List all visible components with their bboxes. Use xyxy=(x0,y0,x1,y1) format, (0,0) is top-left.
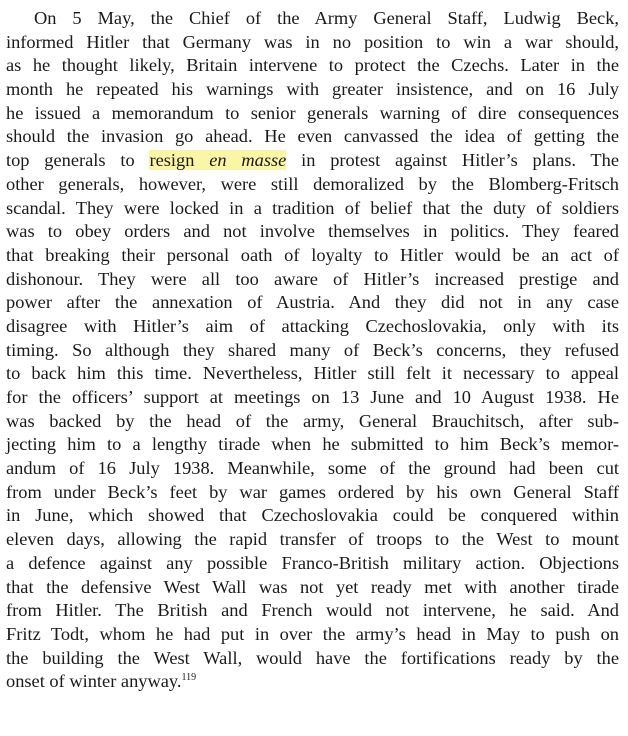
text-line-27: Fritz Todt, whom he had put in over the army’s head in May to push on xyxy=(6,623,619,644)
text-line-14: disagree with Hitler’s aim of attacking Czechoslovakia, only with its xyxy=(6,315,619,336)
text-line-8: other generals, however, were still demoralized by the Blomberg-Fritsch xyxy=(6,173,619,194)
document-page xyxy=(6,7,619,694)
text-line-5: he issued a memorandum to senior generals warning of dire consequences xyxy=(6,102,619,123)
text-line-12: dishonour. They were all too aware of Hitler’s increased prestige and xyxy=(6,268,619,289)
text-line-25: that the defensive West Wall was not yet ready met with another tirade xyxy=(6,576,619,597)
text-line-15: timing. So although they shared many of Beck’s concerns, they refused xyxy=(6,339,619,360)
text-line-29-text: onset of winter anyway. xyxy=(6,671,182,692)
text-line-9: scandal. They were locked in a tradition of belief that the duty of soldiers xyxy=(6,197,619,218)
text-line-13: power after the annexation of Austria. And they did not in any case xyxy=(6,292,619,313)
text-line-3: as he thought likely, Britain intervene to protect the Czechs. Later in the xyxy=(6,55,619,76)
text-line-2: informed Hitler that Germany was in no position to win a war should, xyxy=(6,31,619,52)
text-line-7-prefix: top generals to xyxy=(6,150,135,171)
text-line-21: from under Beck’s feet by war games ordered by his own General Staff xyxy=(6,481,619,502)
highlighted-word-resign: resign xyxy=(149,150,195,171)
text-line-7 xyxy=(6,149,619,173)
text-line-24: a defence against any possible Franco-British military action. Objections xyxy=(6,552,619,573)
text-line-7-rest: in protest against Hitler’s plans. The xyxy=(301,150,620,171)
text-line-26: from Hitler. The British and French would not intervene, he said. And xyxy=(6,600,619,621)
footnote-marker[interactable]: 119 xyxy=(181,672,197,684)
highlighted-italic-en-masse: en masse xyxy=(209,150,287,171)
body-paragraph xyxy=(6,7,619,694)
text-line-11: that breaking their personal oath of loyalty to Hitler would be an act of xyxy=(6,244,619,265)
text-line-20: andum of 16 July 1938. Meanwhile, some of the ground had been cut xyxy=(6,458,619,479)
text-line-10: was to obey orders and not involve themselves in politics. They feared xyxy=(6,221,619,242)
text-line-17: for the officers’ support at meetings on 13 June and 10 August 1938. He xyxy=(6,387,619,407)
text-line-4: month he repeated his warnings with greater insistence, and on 16 July xyxy=(6,79,619,100)
text-line-22: in June, which showed that Czechoslovakia could be conquered within xyxy=(6,505,619,526)
text-line-23: eleven days, allowing the rapid transfer of troops to the West to mount xyxy=(6,529,619,550)
text-line-19: jecting him to a lengthy tirade when he submitted to him Beck’s memor- xyxy=(6,434,619,455)
text-line-18: was backed by the head of the army, General Brauchitsch, after sub- xyxy=(6,410,619,431)
text-line-6: should the invasion go ahead. He even canvassed the idea of getting the xyxy=(6,126,619,147)
text-line-1: On 5 May, the Chief of the Army General Staff, Ludwig Beck, xyxy=(34,8,619,28)
text-line-29 xyxy=(6,670,619,694)
text-line-28: the building the West Wall, would have the fortifications ready by the xyxy=(6,647,619,668)
text-line-16: to back him this time. Nevertheless, Hitler still felt it necessary to appeal xyxy=(6,363,619,384)
highlighted-phrase xyxy=(149,150,286,170)
